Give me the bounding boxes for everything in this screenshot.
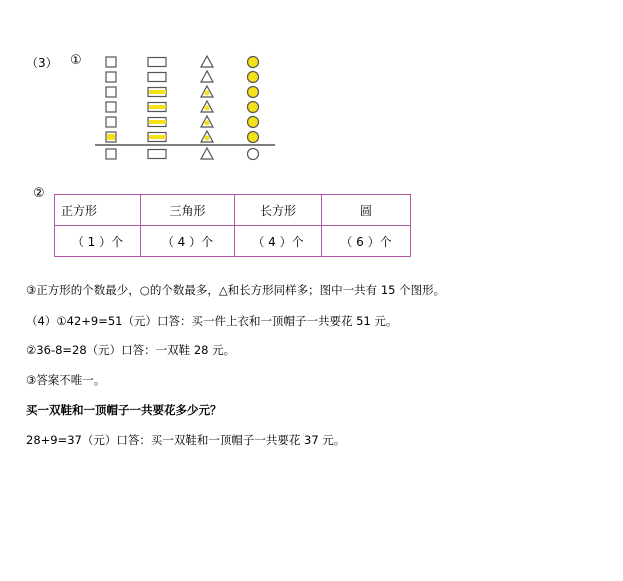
- header-square: 正方形: [55, 195, 141, 226]
- circle-mark-5: [248, 117, 259, 128]
- value-triangle: （ 4 ）个: [141, 226, 235, 257]
- triangle-mark-1: [201, 56, 213, 67]
- triangle-mark-2: [201, 71, 213, 82]
- answer-line-4-2: ②36-8=28（元）口答：一双鞋 28 元。: [26, 343, 236, 357]
- triangle-unit-mark: [201, 148, 213, 159]
- answer-line-3: ③正方形的个数最少，○的个数最多，△和长方形同样多；图中一共有 15 个图形。: [26, 283, 446, 297]
- square-mark-4: [106, 102, 116, 112]
- square-mark-1: [106, 57, 116, 67]
- rectangle-mark-6-highlight: [149, 135, 166, 139]
- triangle-mark-6-highlight: [205, 136, 210, 141]
- part1-marker: ①: [70, 53, 82, 68]
- circle-mark-4: [248, 102, 259, 113]
- triangle-mark-5-highlight: [205, 121, 210, 126]
- square-unit-mark: [106, 149, 116, 159]
- table-header-row: [55, 195, 411, 226]
- rectangle-mark-2: [148, 73, 166, 82]
- rectangle-mark-3-highlight: [149, 90, 166, 94]
- answer-line-4-1: （4）①42+9=51（元）口答：买一件上衣和一顶帽子一共要花 51 元。: [26, 314, 398, 328]
- question-label: （3）: [26, 56, 58, 70]
- rectangle-mark-5-highlight: [149, 120, 166, 124]
- rectangle-mark-1: [148, 58, 166, 67]
- rectangle-unit-mark: [148, 150, 166, 159]
- answer-line-final: 28+9=37（元）口答：买一双鞋和一顶帽子一共要花 37 元。: [26, 433, 346, 447]
- circle-mark-6: [248, 132, 259, 143]
- shape-count-table: [54, 194, 411, 257]
- value-circle: （ 6 ）个: [322, 226, 411, 257]
- value-square: （ 1 ）个: [55, 226, 141, 257]
- question-line: 买一双鞋和一顶帽子一共要花多少元？: [26, 403, 222, 417]
- rectangle-mark-4-highlight: [149, 105, 166, 109]
- triangle-mark-4-highlight: [205, 106, 210, 111]
- value-rectangle: （ 4 ）个: [235, 226, 322, 257]
- answer-line-4-3: ③答案不唯一。: [26, 373, 106, 387]
- header-rectangle: 长方形: [235, 195, 322, 226]
- triangle-mark-3-highlight: [205, 91, 210, 96]
- circle-unit-mark: [248, 149, 259, 160]
- circle-mark-2: [248, 72, 259, 83]
- circle-mark-1: [248, 57, 259, 68]
- square-mark-3: [106, 87, 116, 97]
- part2-marker: ②: [33, 186, 45, 201]
- square-mark-5: [106, 117, 116, 127]
- table-value-row: [55, 226, 411, 257]
- square-mark-2: [106, 72, 116, 82]
- circle-mark-3: [248, 87, 259, 98]
- header-triangle: 三角形: [141, 195, 235, 226]
- shape-pictograph: [95, 52, 275, 164]
- square-mark-6-highlight: [107, 134, 115, 140]
- header-circle: 圆: [322, 195, 411, 226]
